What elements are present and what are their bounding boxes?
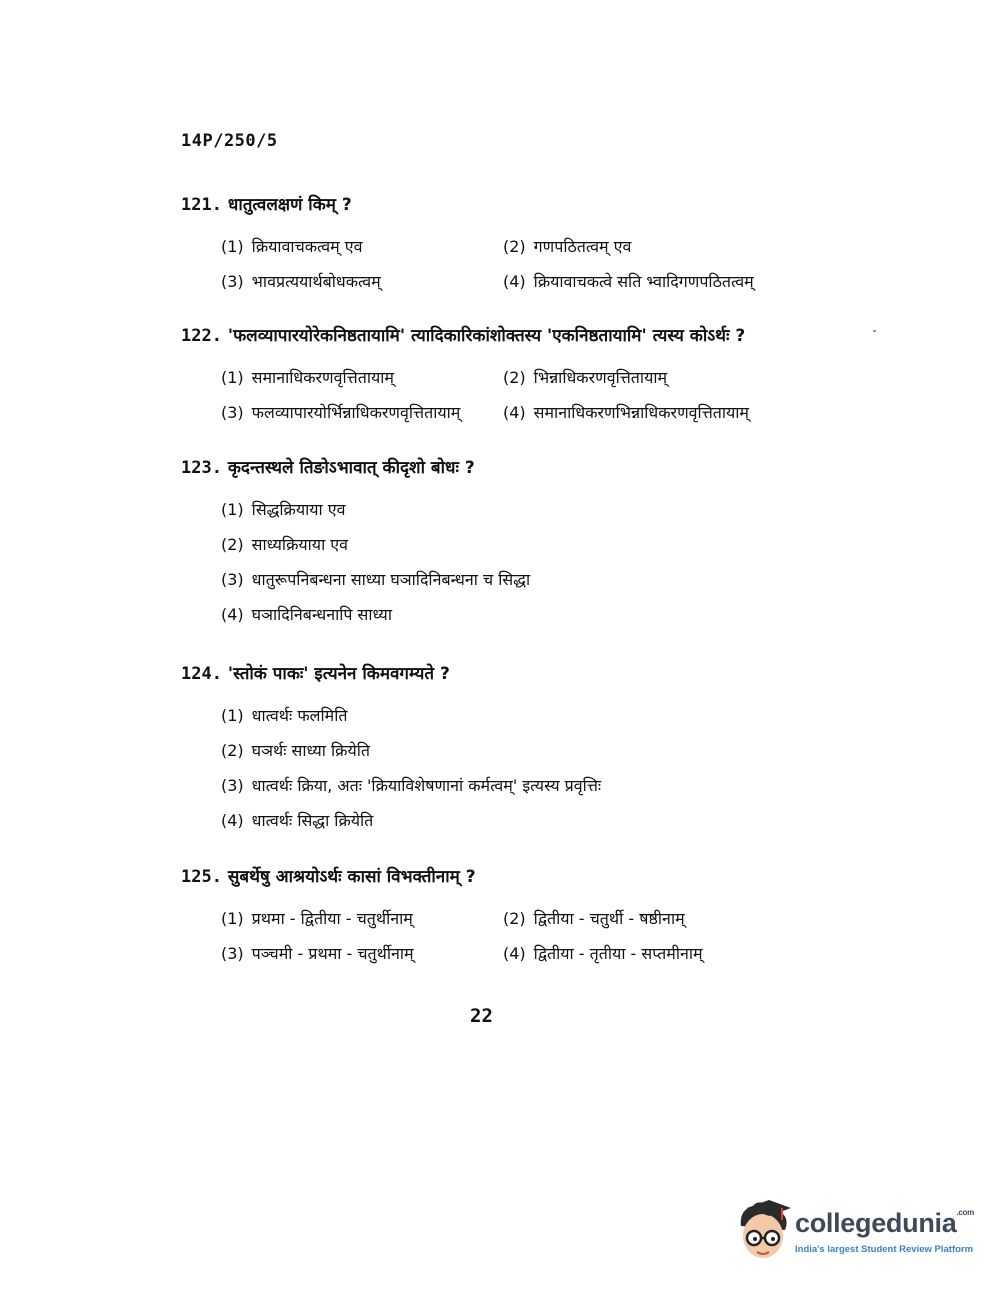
option-number: (1) [221, 705, 244, 725]
option-number: (4) [503, 402, 526, 422]
question-block [181, 866, 901, 970]
option-item [221, 401, 503, 423]
option-text: भावप्रत्ययार्थबोधकत्वम् [251, 271, 381, 291]
option-row [221, 900, 901, 935]
option-item [221, 942, 503, 964]
option-text: द्वितीया - तृतीया - सप्तमीनाम् [533, 943, 703, 963]
option-item [221, 235, 503, 257]
option-text: प्रथमा - द्वितीया - चतुर्थीनाम् [251, 908, 413, 928]
option-row [221, 935, 901, 970]
option-item [221, 774, 601, 796]
option-item [221, 366, 503, 388]
option-item [221, 809, 373, 831]
question-text [181, 194, 901, 216]
options-list [181, 900, 901, 970]
option-row [221, 394, 901, 429]
option-text: भिन्नाधिकरणवृत्तितायाम् [533, 367, 668, 387]
question-text [181, 866, 901, 888]
option-number: (4) [503, 943, 526, 963]
options-list [181, 228, 901, 298]
question-stem: सुबर्थेषु आश्रयोऽर्थः कासां विभक्तीनाम् ? [227, 867, 476, 887]
option-number: (2) [503, 236, 526, 256]
option-text: क्रियावाचकत्वे सति भ्वादिगणपठितत्वम् [533, 271, 754, 291]
option-item [221, 907, 503, 929]
question-number: 125. [181, 867, 222, 887]
option-item [503, 235, 901, 257]
option-row [221, 596, 901, 631]
option-text: समानाधिकरणवृत्तितायाम् [251, 367, 394, 387]
question-text [181, 325, 901, 347]
option-number: (2) [503, 367, 526, 387]
option-text: समानाधिकरणभिन्नाधिकरणवृत्तितायाम् [533, 402, 750, 422]
option-text: फलव्यापारयोर्भिन्नाधिकरणवृत्तितायाम् [251, 402, 461, 422]
option-text: घञर्थः साध्या क्रियेति [251, 740, 371, 760]
question-number: 124. [181, 664, 222, 684]
brand-name: collegedunia$^{.com}$ [795, 1208, 974, 1238]
question-text [181, 457, 901, 479]
option-row [221, 228, 901, 263]
question-stem: 'स्तोकं पाकः' इत्यनेन किमवगम्यते ? [227, 664, 450, 684]
collegedunia-watermark [735, 1196, 974, 1266]
options-list [181, 359, 901, 429]
question-stem: कृदन्तस्थले तिङोऽभावात् कीदृशो बोधः ? [227, 458, 475, 478]
option-row [221, 697, 901, 732]
option-text: सिद्धक्रियाया एव [251, 499, 346, 519]
option-item [221, 568, 530, 590]
question-block [181, 457, 901, 631]
option-row [221, 526, 901, 561]
question-number: 122. [181, 326, 222, 346]
options-list [181, 697, 901, 837]
option-text: धात्वर्थः सिद्धा क्रियेति [251, 810, 374, 830]
option-number: (3) [221, 775, 244, 795]
option-number: (3) [221, 943, 244, 963]
option-item [221, 603, 392, 625]
option-number: (3) [221, 271, 244, 291]
question-block [181, 325, 901, 429]
option-number: (4) [221, 810, 244, 830]
option-row [221, 491, 901, 526]
option-text: धात्वर्थः क्रिया, अतः 'क्रियाविशेषणानां कर्मत्वम्' इत्यस्य प्रवृत्तिः [251, 775, 602, 795]
option-row [221, 802, 901, 837]
option-item [221, 739, 370, 761]
option-item [221, 704, 348, 726]
question-stem: धातुत्वलक्षणं किम् ? [227, 195, 352, 215]
option-text: साध्यक्रियाया एव [251, 534, 349, 554]
option-number: (4) [221, 604, 244, 624]
option-text: धात्वर्थः फलमिति [251, 705, 348, 725]
option-number: (2) [503, 908, 526, 928]
option-row [221, 359, 901, 394]
option-row [221, 263, 901, 298]
question-number: 123. [181, 458, 222, 478]
question-block [181, 663, 901, 837]
option-number: (1) [221, 236, 244, 256]
option-number: (2) [221, 534, 244, 554]
options-list [181, 491, 901, 631]
option-row [221, 732, 901, 767]
option-item [503, 270, 901, 292]
option-item [503, 942, 901, 964]
option-text: धातुरूपनिबन्धना साध्या घञादिनिबन्धना च सिद्धा [251, 569, 531, 589]
option-item [221, 498, 346, 520]
option-item [503, 401, 901, 423]
brand-tagline: India's largest Student Review Platform [795, 1244, 974, 1255]
question-block [181, 194, 901, 298]
page-number: 22 [470, 1005, 493, 1027]
option-number: (4) [503, 271, 526, 291]
option-number: (3) [221, 569, 244, 589]
option-number: (3) [221, 402, 244, 422]
question-text [181, 663, 901, 685]
mascot-logo-icon [735, 1196, 795, 1266]
question-stem: 'फलव्यापारयोरेकनिष्ठतायामि' त्यादिकारिकांशोक्तस्य 'एकनिष्ठतायामि' त्यस्य कोऽर्थः ? [227, 326, 746, 346]
option-number: (1) [221, 367, 244, 387]
option-item [503, 366, 901, 388]
option-row [221, 561, 901, 596]
option-number: (2) [221, 740, 244, 760]
option-text: क्रियावाचकत्वम् एव [251, 236, 363, 256]
option-item [221, 533, 348, 555]
option-text: घञादिनिबन्धनापि साध्या [251, 604, 392, 624]
option-item [221, 270, 503, 292]
option-text: द्वितीया - चतुर्थी - षष्ठीनाम् [533, 908, 685, 928]
paper-code: 14P/250/5 [181, 131, 278, 151]
option-row [221, 767, 901, 802]
option-number: (1) [221, 908, 244, 928]
option-text: पञ्चमी - प्रथमा - चतुर्थीनाम् [251, 943, 414, 963]
option-number: (1) [221, 499, 244, 519]
option-text: गणपठितत्वम् एव [533, 236, 632, 256]
question-number: 121. [181, 195, 222, 215]
option-item [503, 907, 901, 929]
